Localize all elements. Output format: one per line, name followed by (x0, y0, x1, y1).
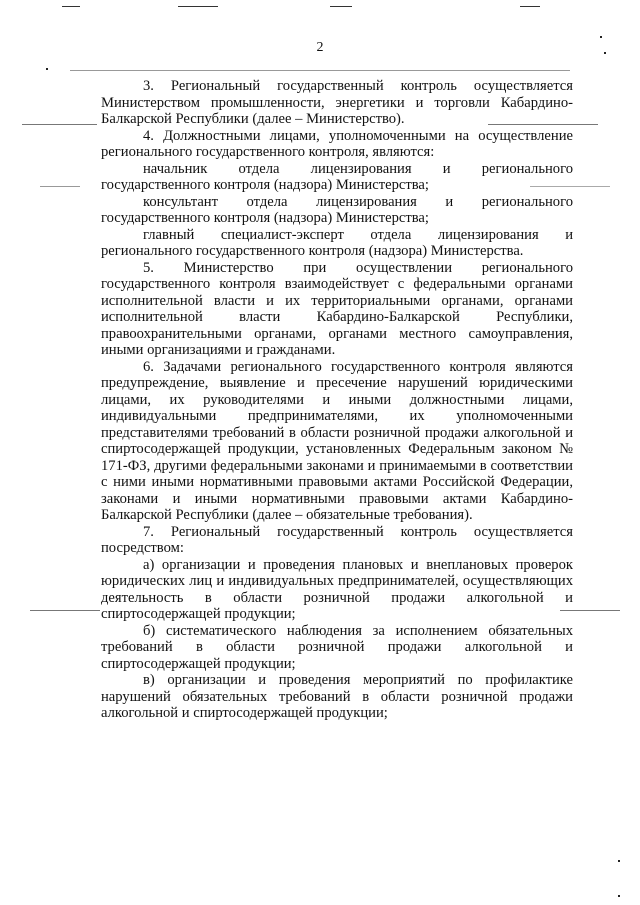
paragraph-5: 5. Министерство при осуществлении регионального государственного контроля взаимодействует с федеральными органами исполнительной власти и их территориальными органами, органами исполнительной власти Кабардино-Балкарской Республики, правоохранительными органами, органами местного самоуправления, иными организациями и гражданами. (101, 259, 573, 358)
scan-artifact (600, 36, 602, 38)
scan-artifact (30, 610, 100, 611)
subitem-b: б) систематического наблюдения за исполнением обязательных требований в области розничной продажи алкогольной и спиртосодержащей продукции; (101, 622, 573, 672)
subitem-a: а) организации и проведения плановых и внеплановых проверок юридических лиц и индивидуальных предпринимателей, осуществляющих деятельность в области розничной продажи алкогольной и спиртосодержащей продукции; (101, 556, 573, 622)
scan-artifact (46, 68, 48, 70)
scan-artifact (70, 70, 570, 71)
paragraph-6: 6. Задачами регионального государственного контроля являются предупреждение, выявление и пресечение нарушений юридическими лицами, их руководителями и иными должностными лицами, индивидуальными предпринимателями, их уполномоченными представителями требований в области розничной продажи алкогольной и спиртосодержащей продукции, установленных Федеральным законом № 171-ФЗ, другими федеральными законами и принимаемыми в соответствии с ними иными нормативными правовыми актами Российской Федерации, законами и иными нормативными правовыми актами Кабардино-Балкарской Республики (далее – обязательные требования). (101, 358, 573, 523)
scan-artifact (520, 6, 540, 7)
page-number: 2 (316, 40, 324, 55)
scan-artifact (62, 6, 80, 7)
paragraph-4: 4. Должностными лицами, уполномоченными на осуществление регионального государственного контроля, являются: (101, 127, 573, 160)
officer-item-3: главный специалист-эксперт отдела лицензирования и регионального государственного контроля (надзора) Министерства. (101, 226, 573, 259)
scan-artifact (40, 186, 80, 187)
scan-artifact (330, 6, 352, 7)
officer-item-2: консультант отдела лицензирования и регионального государственного контроля (надзора) Министерства; (101, 193, 573, 226)
officer-item-1: начальник отдела лицензирования и регионального государственного контроля (надзора) Министерства; (101, 160, 573, 193)
scan-artifact (618, 860, 620, 862)
paragraph-7: 7. Региональный государственный контроль осуществляется посредством: (101, 523, 573, 556)
subitem-v: в) организации и проведения мероприятий по профилактике нарушений обязательных требований в области розничной продажи алкогольной и спиртосодержащей продукции; (101, 672, 573, 721)
scan-artifact (178, 6, 218, 7)
scan-artifact (22, 124, 97, 125)
document-body (101, 78, 573, 722)
scan-artifact (618, 895, 620, 897)
paragraph-3: 3. Региональный государственный контроль осуществляется Министерством промышленности, энергетики и торговли Кабардино-Балкарской Республики (далее – Министерство). (101, 78, 573, 127)
